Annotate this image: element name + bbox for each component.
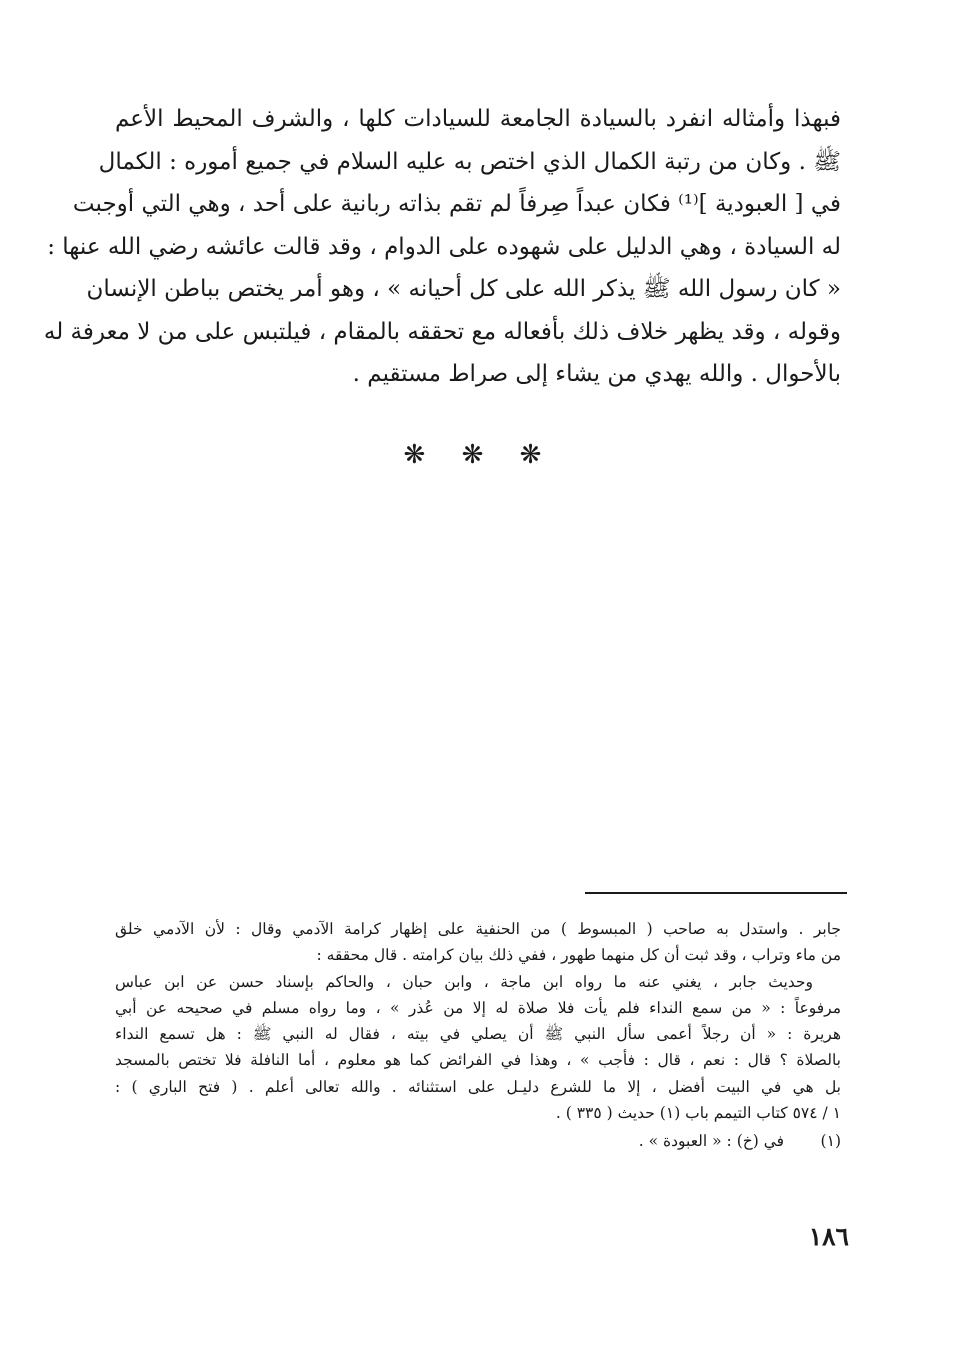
section-separator-stars: ❋ ❋ ❋ [403,440,556,470]
footnote-line: بل هي في البيت أفضل ، إلا ما للشرع دليـل على استثنائه . والله تعالى أعلم . ( فتح الباري ) : [115,1077,841,1096]
footnote-line: وحديث جابر ، يغني عنه ما رواه ابن ماجة ، وابن حبان ، والحاكم بإسناد حسن عن ابن عباس [115,972,813,991]
main-text-line: « كان رسول الله ﷺ يذكر الله على كل أحيانه » ، وهو أمر يختص بباطن الإنسان [86,276,841,302]
main-text-line: له السيادة ، وهي الدليل على شهوده على الدوام ، وقد قالت عائشه رضي الله عنها : [47,233,841,260]
footnote-line: هريرة : « أن رجلاً أعمى سأل النبي ﷺ أن يصلي في بيته ، فقال له النبي ﷺ : هل تسمع النداء [115,1025,841,1044]
main-text-line: ﷺ . وكان من رتبة الكمال الذي اختص به عليه السلام في جميع أموره : الكمال [98,148,841,175]
footnote-divider [585,892,847,894]
footnotes-block [115,916,841,1155]
footnote-line: من ماء وتراب ، وقد ثبت أن كل منهما طهور ، ففي ذلك بيان كرامته . قال محققه : [316,946,841,965]
page-number: ١٨٦ [808,1222,849,1251]
footnote-line: مرفوعاً : « من سمع النداء فلم يأت فلا صلاة له إلا من عُذر » ، وما رواه مسلم في صحيحه عن أبي [115,998,841,1017]
main-text-line: في [ العبودية ]⁽¹⁾ فكان عبداً صِرفاً لم تقم بذاته ربانية على أحد ، وهي التي أوجبت [72,191,841,217]
main-text-line: فبهذا وأمثاله انفرد بالسيادة الجامعة للسيادات كلها ، والشرف المحيط الأعم [115,106,841,132]
main-text-line: بالأحوال . والله يهدي من يشاء إلى صراط مستقيم . [352,361,841,387]
footnote-line: ١ / ٥٧٤ كتاب التيمم باب (١) حديث ( ٣٣٥ ) . [555,1104,841,1123]
main-text-line: وقوله ، وقد يظهر خلاف ذلك بأفعاله مع تحققه بالمقام ، فيلتبس على من لا معرفة له [43,318,841,345]
footnote-marker: (١) [820,1132,841,1151]
footnote-line: جابر . واستدل به صاحب ( المبسوط ) من الحنفية على إظهار كرامة الآدمي وقال : لأن الآدمي خلق [115,920,841,938]
footnote-entry-text: في (خ) : « العبودة » . [638,1132,785,1151]
footnote-entry [115,1128,841,1154]
footnote-line: بالصلاة ؟ قال : نعم ، قال : فأجب » ، وهذا في الفرائض كما هو معلوم ، أما النافلة فلا تختص بالمسجد [115,1051,841,1070]
main-text-block [43,98,841,396]
